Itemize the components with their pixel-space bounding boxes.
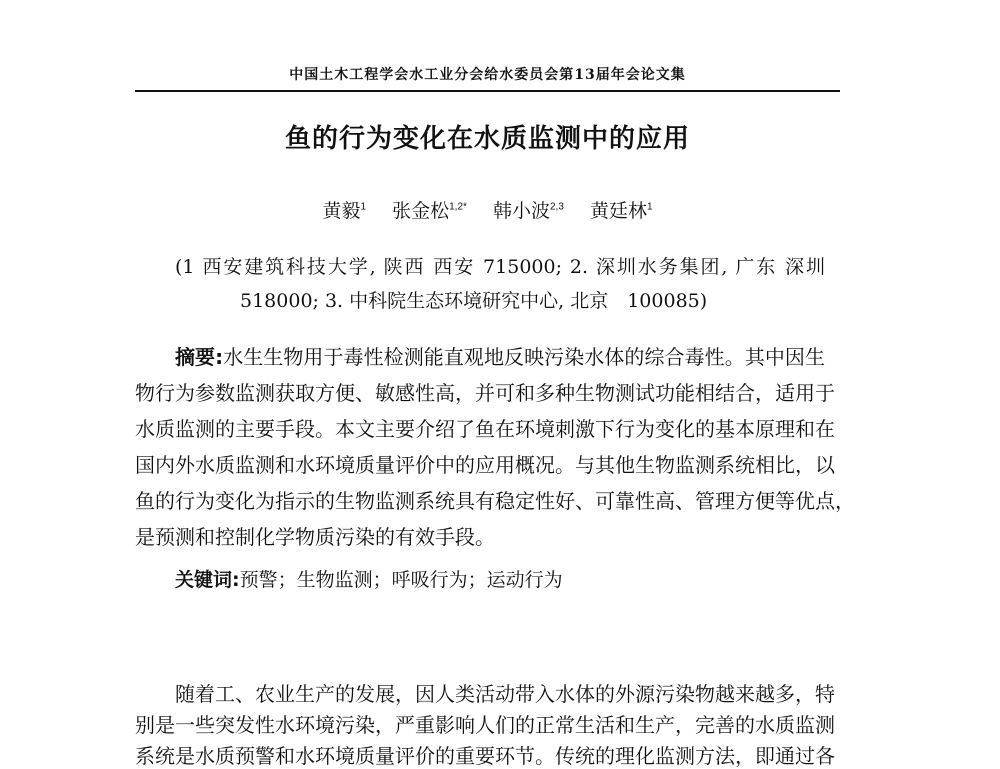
- author-list: [135, 196, 840, 223]
- affiliation-line: (1 西安建筑科技大学, 陕西 西安 715000; 2. 深圳水务集团, 广东 深圳: [175, 256, 825, 278]
- keywords-label: 关键词:: [175, 569, 240, 591]
- author: [590, 200, 653, 222]
- author-name: 张金松: [392, 200, 450, 222]
- body-line: 系统是水质预警和水环境质量评价的重要环节。传统的理化监测方法，即通过各: [135, 744, 835, 768]
- abstract-line: 鱼的行为变化为指示的生物监测系统具有稳定性好、可靠性高、管理方便等优点，: [135, 489, 855, 513]
- running-header: 中国土木工程学会水工业分会给水委员会第13届年会论文集: [289, 67, 686, 83]
- abstract-line: 国内外水质监测和水环境质量评价中的应用概况。与其他生物监测系统相比，以: [135, 453, 835, 477]
- author-affiliation-mark: 1: [360, 201, 367, 213]
- abstract-text: 水生生物用于毒性检测能直观地反映污染水体的综合毒性。其中因生: [223, 345, 825, 369]
- keywords: [175, 565, 563, 592]
- abstract-line: 水质监测的主要手段。本文主要介绍了鱼在环境刺激下行为变化的基本原理和在: [135, 417, 835, 441]
- keywords-text: 预警；生物监测；呼吸行为；运动行为: [239, 569, 563, 591]
- abstract-line: 物行为参数监测获取方便、敏感性高，并可和多种生物测试功能相结合，适用于: [135, 381, 835, 405]
- author-name: 韩小波: [492, 200, 550, 222]
- author: [392, 200, 467, 222]
- author-affiliation-mark: 2,3: [549, 201, 564, 213]
- body-text: 随着工、农业生产的发展，因人类活动带入水体的外源污染物越来越多，特: [175, 682, 835, 706]
- author-affiliation-mark: 1,2*: [449, 201, 467, 213]
- body-line: [135, 678, 835, 707]
- author-name: 黄毅: [322, 200, 361, 222]
- affiliation-line: 518000; 3. 中科院生态环境研究中心, 北京 100085): [240, 290, 708, 312]
- abstract-label: 摘要:: [175, 345, 224, 369]
- body-line: 别是一些突发性水环境污染，严重影响人们的正常生活和生产，完善的水质监测: [135, 713, 835, 737]
- paper-title: 鱼的行为变化在水质监测中的应用: [284, 124, 690, 154]
- abstract-line: [135, 341, 825, 370]
- author-affiliation-mark: 1: [646, 201, 653, 213]
- abstract-line: 是预测和控制化学物质污染的有效手段。: [135, 525, 495, 549]
- author: [493, 200, 564, 222]
- author: [322, 200, 366, 222]
- author-name: 黄廷林: [589, 200, 647, 222]
- header-rule: [135, 90, 840, 92]
